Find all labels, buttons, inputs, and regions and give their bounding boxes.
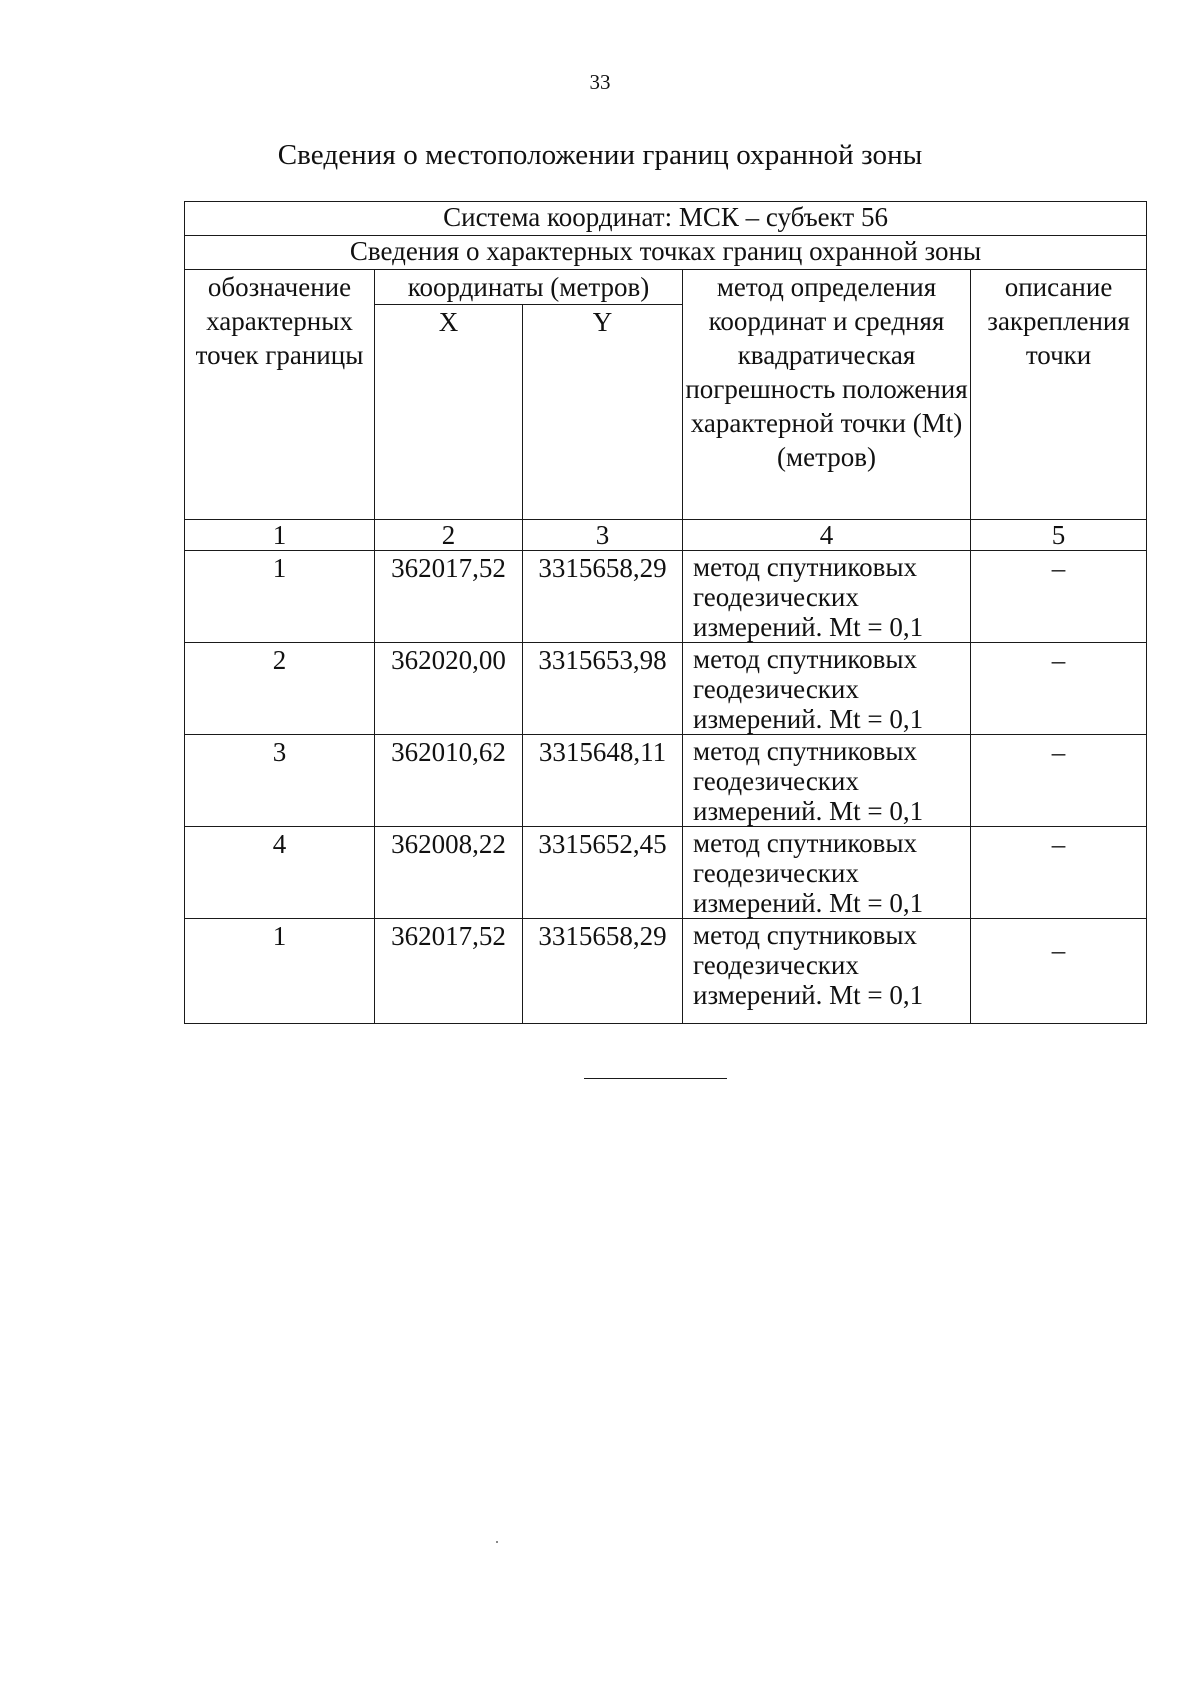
method-description: метод спутниковых геодезических измерений. Mt = 0,1 xyxy=(683,551,971,643)
method-description: метод спутниковых геодезических измерений. Mt = 0,1 xyxy=(683,919,971,1024)
boundary-info-label: Сведения о характерных точках границ охранной зоны xyxy=(185,236,1147,270)
method-description: метод спутниковых геодезических измерений. Mt = 0,1 xyxy=(683,735,971,827)
document-title: Сведения о местоположении границ охранной зоны xyxy=(277,139,923,171)
column-number: 3 xyxy=(523,520,683,551)
table-row xyxy=(185,735,1147,827)
method-description: метод спутниковых геодезических измерений. Mt = 0,1 xyxy=(683,643,971,735)
column-number: 5 xyxy=(971,520,1147,551)
closing-rule xyxy=(584,1078,727,1079)
fixing-description: – xyxy=(971,643,1147,735)
header-method: метод определения координат и средняя квадратическая погрешность положения характерной точки (Mt) (метров) xyxy=(683,270,971,520)
column-number: 4 xyxy=(683,520,971,551)
header-x: X xyxy=(375,305,523,520)
x-coordinate: 362017,52 xyxy=(375,919,523,1024)
table-row xyxy=(185,643,1147,735)
scan-speck xyxy=(496,1541,498,1543)
info-row xyxy=(185,236,1147,270)
table-row xyxy=(185,827,1147,919)
header-fixing: описание закрепления точки xyxy=(971,270,1147,520)
table-row xyxy=(185,919,1147,1024)
fixing-description: – xyxy=(971,827,1147,919)
x-coordinate: 362010,62 xyxy=(375,735,523,827)
point-number: 3 xyxy=(185,735,375,827)
x-coordinate: 362020,00 xyxy=(375,643,523,735)
fixing-description: – xyxy=(971,735,1147,827)
page-number: 33 xyxy=(589,70,611,94)
point-number: 1 xyxy=(185,551,375,643)
x-coordinate: 362017,52 xyxy=(375,551,523,643)
column-numbers-row xyxy=(185,520,1147,551)
y-coordinate: 3315653,98 xyxy=(523,643,683,735)
y-coordinate: 3315648,11 xyxy=(523,735,683,827)
fixing-description: – xyxy=(971,551,1147,643)
point-number: 1 xyxy=(185,919,375,1024)
fixing-description: – xyxy=(971,919,1147,1024)
header-y: Y xyxy=(523,305,683,520)
header-designation: обозначение характерных точек границы xyxy=(185,270,375,520)
column-number: 2 xyxy=(375,520,523,551)
y-coordinate: 3315658,29 xyxy=(523,551,683,643)
coordinate-system-row xyxy=(185,202,1147,236)
x-coordinate: 362008,22 xyxy=(375,827,523,919)
header-row xyxy=(185,270,1147,305)
point-number: 2 xyxy=(185,643,375,735)
y-coordinate: 3315652,45 xyxy=(523,827,683,919)
header-coordinates: координаты (метров) xyxy=(375,270,683,305)
coordinate-system-label: Система координат: МСК – субъект 56 xyxy=(185,202,1147,236)
y-coordinate: 3315658,29 xyxy=(523,919,683,1024)
boundary-points-table xyxy=(184,201,1147,1024)
table-row xyxy=(185,551,1147,643)
column-number: 1 xyxy=(185,520,375,551)
point-number: 4 xyxy=(185,827,375,919)
method-description: метод спутниковых геодезических измерений. Mt = 0,1 xyxy=(683,827,971,919)
